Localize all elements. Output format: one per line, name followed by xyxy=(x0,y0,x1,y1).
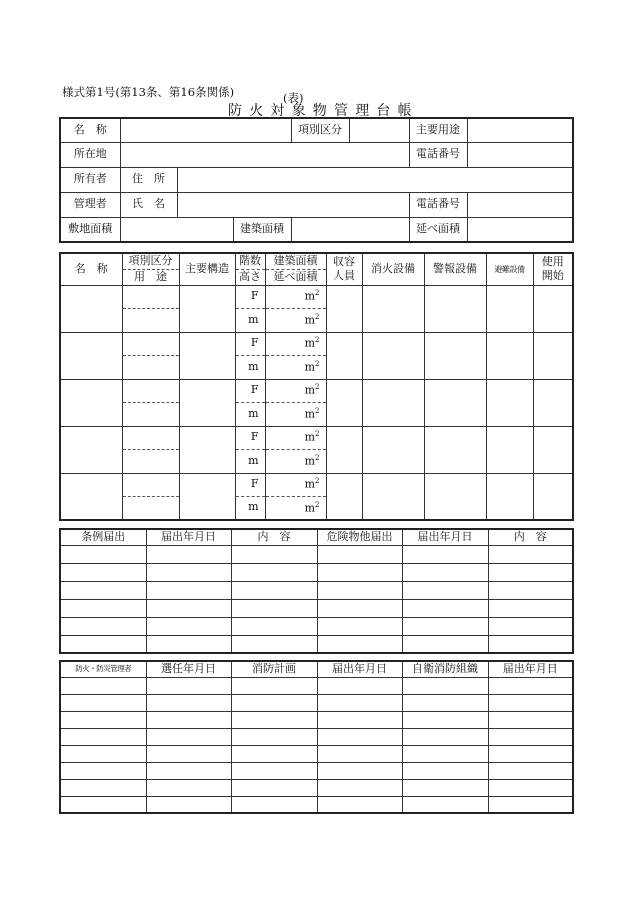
notification-row xyxy=(60,545,573,563)
fire-management-row-cell[interactable] xyxy=(488,762,573,779)
manager-phone-field[interactable] xyxy=(467,192,573,217)
notification-row-cell[interactable] xyxy=(231,617,317,635)
fire-management-row-cell[interactable] xyxy=(60,711,146,728)
notification-row-cell[interactable] xyxy=(60,581,146,599)
fire-management-row-cell[interactable] xyxy=(488,779,573,796)
building-capacity-cell[interactable] xyxy=(326,379,362,426)
building-category-cell[interactable] xyxy=(122,379,179,402)
area-unit-sup: 2 xyxy=(315,289,320,298)
col-capacity-line2: 人員 xyxy=(326,269,362,285)
name-field[interactable] xyxy=(120,118,291,142)
building-start-use-cell[interactable] xyxy=(533,379,573,426)
fire-management-row-cell[interactable] xyxy=(231,745,317,762)
building-capacity-cell[interactable] xyxy=(326,426,362,473)
building-area-label: 建築面積 xyxy=(233,217,291,242)
side-indicator: (表) xyxy=(283,91,304,105)
fire-management-row-cell[interactable] xyxy=(488,728,573,745)
notification-row xyxy=(60,635,573,653)
fire-management-row-cell[interactable] xyxy=(60,762,146,779)
area-unit: m xyxy=(304,431,316,444)
form-number: 様式第1号(第13条、第16条関係) xyxy=(62,85,235,99)
col-name: 名 称 xyxy=(60,253,122,285)
area-unit-sup: 2 xyxy=(315,453,320,462)
building-start-use-cell[interactable] xyxy=(533,473,573,520)
main-use-field[interactable] xyxy=(467,118,573,142)
fire-management-row-cell[interactable] xyxy=(146,796,231,813)
manager-name-label: 氏 名 xyxy=(120,192,177,217)
notification-row-cell[interactable] xyxy=(402,617,488,635)
building-category-cell[interactable] xyxy=(122,426,179,449)
fire-management-row xyxy=(60,745,573,762)
total-floor-area-field[interactable] xyxy=(467,217,573,242)
building-start-use-cell[interactable] xyxy=(533,332,573,379)
fire-management-row-cell[interactable] xyxy=(402,694,488,711)
building-extinguishing-cell[interactable] xyxy=(362,379,424,426)
notif-col-content-2: 内 容 xyxy=(488,529,573,545)
owner-address-label: 住 所 xyxy=(120,167,177,192)
fire-management-row-cell[interactable] xyxy=(317,745,402,762)
fire-management-row xyxy=(60,677,573,694)
notification-row xyxy=(60,563,573,581)
owner-address-field[interactable] xyxy=(177,167,573,192)
fire-management-row-cell[interactable] xyxy=(231,694,317,711)
area-unit: m xyxy=(304,384,316,397)
building-category-cell[interactable] xyxy=(122,285,179,308)
fire-management-row-cell[interactable] xyxy=(317,779,402,796)
building-height-cell[interactable]: m xyxy=(235,402,265,426)
building-total-area-cell[interactable] xyxy=(265,496,326,520)
col-building-area: 建築面積 xyxy=(265,253,326,269)
area-unit: m xyxy=(304,478,316,491)
fire-management-row-cell[interactable] xyxy=(231,728,317,745)
building-area-cell[interactable] xyxy=(265,332,326,355)
building-height-cell[interactable]: m xyxy=(235,449,265,473)
notif-col-ordinance: 条例届出 xyxy=(60,529,146,545)
notification-row-cell[interactable] xyxy=(146,545,231,563)
fm-col-appointed-date: 選任年月日 xyxy=(146,661,231,677)
area-unit: m xyxy=(304,360,316,374)
fire-management-row-cell[interactable] xyxy=(146,711,231,728)
notification-row-cell[interactable] xyxy=(317,599,402,617)
building-category-cell[interactable] xyxy=(122,473,179,496)
notification-row-cell[interactable] xyxy=(488,599,573,617)
notification-row-cell[interactable] xyxy=(231,581,317,599)
building-capacity-cell[interactable] xyxy=(326,473,362,520)
notification-row-cell[interactable] xyxy=(488,617,573,635)
building-use-cell[interactable] xyxy=(122,402,179,426)
fire-management-row-cell[interactable] xyxy=(402,745,488,762)
building-structure-cell[interactable] xyxy=(179,285,235,332)
building-area-field[interactable] xyxy=(291,217,409,242)
building-extinguishing-cell[interactable] xyxy=(362,473,424,520)
area-unit-sup: 2 xyxy=(315,383,320,392)
name-label: 名 称 xyxy=(60,118,120,142)
fm-col-self-defense-date: 届出年月日 xyxy=(488,661,573,677)
notification-row-cell[interactable] xyxy=(488,581,573,599)
col-use: 用 途 xyxy=(122,269,179,285)
fire-management-row-cell[interactable] xyxy=(146,694,231,711)
fire-management-row-cell[interactable] xyxy=(317,728,402,745)
building-area-cell[interactable] xyxy=(265,285,326,308)
fire-management-row-cell[interactable] xyxy=(488,677,573,694)
fire-management-row xyxy=(60,796,573,813)
owner-label: 所有者 xyxy=(60,167,120,192)
building-height-cell[interactable]: m xyxy=(235,496,265,520)
building-area-cell[interactable] xyxy=(265,426,326,449)
notification-row-cell[interactable] xyxy=(60,599,146,617)
area-unit-sup: 2 xyxy=(315,312,320,321)
fire-management-row-cell[interactable] xyxy=(402,762,488,779)
building-total-area-cell[interactable] xyxy=(265,355,326,379)
notification-row xyxy=(60,581,573,599)
notif-col-content: 内 容 xyxy=(231,529,317,545)
fire-management-row-cell[interactable] xyxy=(60,677,146,694)
building-evacuation-cell[interactable] xyxy=(486,285,533,332)
building-alarm-cell[interactable] xyxy=(424,285,486,332)
notif-col-date: 届出年月日 xyxy=(146,529,231,545)
notification-row xyxy=(60,617,573,635)
fire-management-row xyxy=(60,694,573,711)
fire-management-row-cell[interactable] xyxy=(317,796,402,813)
notif-col-hazmat: 危険物他届出 xyxy=(317,529,402,545)
notification-row-cell[interactable] xyxy=(231,563,317,581)
building-category-cell[interactable] xyxy=(122,332,179,355)
area-unit: m xyxy=(304,407,316,421)
area-unit-sup: 2 xyxy=(315,477,320,486)
fire-management-row xyxy=(60,779,573,796)
area-unit: m xyxy=(304,337,316,350)
col-start-use: 使用 xyxy=(533,253,573,269)
notification-row-cell[interactable] xyxy=(402,545,488,563)
buildings-table xyxy=(59,252,574,521)
fire-management-row-cell[interactable] xyxy=(231,796,317,813)
col-extinguishing: 消火設備 xyxy=(362,253,424,285)
location-field[interactable] xyxy=(120,142,409,167)
fire-management-row-cell[interactable] xyxy=(488,745,573,762)
location-label: 所在地 xyxy=(60,142,120,167)
building-extinguishing-cell[interactable] xyxy=(362,426,424,473)
fm-col-plan-date: 届出年月日 xyxy=(317,661,402,677)
building-height-cell[interactable]: m xyxy=(235,355,265,379)
building-alarm-cell[interactable] xyxy=(424,473,486,520)
notification-row-cell[interactable] xyxy=(231,545,317,563)
fire-management-row-cell[interactable] xyxy=(402,677,488,694)
notification-row-cell[interactable] xyxy=(317,563,402,581)
building-row xyxy=(60,379,573,402)
building-use-cell[interactable] xyxy=(122,308,179,332)
fire-management-row-cell[interactable] xyxy=(146,677,231,694)
fire-management-row-cell[interactable] xyxy=(317,762,402,779)
area-unit-sup: 2 xyxy=(315,500,320,509)
fire-management-row-cell[interactable] xyxy=(317,694,402,711)
fire-management-row-cell[interactable] xyxy=(60,796,146,813)
building-start-use-cell[interactable] xyxy=(533,426,573,473)
page-title: 防火対象物管理台帳 xyxy=(228,103,419,119)
notification-row-cell[interactable] xyxy=(402,635,488,653)
area-unit: m xyxy=(304,454,316,468)
building-alarm-cell[interactable] xyxy=(424,426,486,473)
fire-management-row-cell[interactable] xyxy=(146,745,231,762)
notification-row-cell[interactable] xyxy=(231,599,317,617)
location-phone-label: 電話番号 xyxy=(409,142,467,167)
notification-row-cell[interactable] xyxy=(146,617,231,635)
fire-management-row-cell[interactable] xyxy=(146,728,231,745)
fm-col-self-defense: 自衛消防組織 xyxy=(402,661,488,677)
building-height-cell[interactable]: m xyxy=(235,308,265,332)
fire-management-row-cell[interactable] xyxy=(60,728,146,745)
building-total-area-cell[interactable] xyxy=(265,402,326,426)
fire-management-row-cell[interactable] xyxy=(231,677,317,694)
fire-management-row-cell[interactable] xyxy=(231,779,317,796)
building-name-cell[interactable] xyxy=(60,426,122,473)
building-evacuation-cell[interactable] xyxy=(486,379,533,426)
building-floors-cell[interactable]: F xyxy=(235,285,265,308)
site-area-label: 敷地面積 xyxy=(60,217,120,242)
building-name-cell[interactable] xyxy=(60,285,122,332)
fire-management-row-cell[interactable] xyxy=(402,711,488,728)
building-capacity-cell[interactable] xyxy=(326,332,362,379)
manager-phone-label: 電話番号 xyxy=(409,192,467,217)
fire-management-row xyxy=(60,711,573,728)
notification-row-cell[interactable] xyxy=(317,635,402,653)
notification-row-cell[interactable] xyxy=(60,545,146,563)
fire-management-row-cell[interactable] xyxy=(231,711,317,728)
area-unit: m xyxy=(304,290,316,303)
manager-name-field[interactable] xyxy=(177,192,409,217)
area-unit-sup: 2 xyxy=(315,430,320,439)
building-structure-cell[interactable] xyxy=(179,426,235,473)
building-evacuation-cell[interactable] xyxy=(486,332,533,379)
building-extinguishing-cell[interactable] xyxy=(362,332,424,379)
fire-management-row-cell[interactable] xyxy=(402,796,488,813)
building-name-cell[interactable] xyxy=(60,473,122,520)
notification-row-cell[interactable] xyxy=(231,635,317,653)
site-area-field[interactable] xyxy=(120,217,233,242)
fire-management-row-cell[interactable] xyxy=(488,796,573,813)
location-phone-field[interactable] xyxy=(467,142,573,167)
building-floors-cell[interactable]: F xyxy=(235,473,265,496)
building-alarm-cell[interactable] xyxy=(424,332,486,379)
col-category: 項別区分 xyxy=(122,253,179,269)
notification-row-cell[interactable] xyxy=(488,563,573,581)
building-extinguishing-cell[interactable] xyxy=(362,285,424,332)
notifications-table xyxy=(59,528,574,654)
notification-row-cell[interactable] xyxy=(146,563,231,581)
category-field[interactable] xyxy=(349,118,409,142)
building-area-cell[interactable] xyxy=(265,473,326,496)
fm-col-fire-plan: 消防計画 xyxy=(231,661,317,677)
building-total-area-cell[interactable] xyxy=(265,449,326,473)
building-floors-cell[interactable]: F xyxy=(235,332,265,355)
fire-management-row-cell[interactable] xyxy=(60,779,146,796)
notification-row-cell[interactable] xyxy=(60,563,146,581)
area-unit: m xyxy=(304,313,316,327)
col-floors: 階数 xyxy=(235,253,265,269)
fire-management-row-cell[interactable] xyxy=(317,677,402,694)
notification-row-cell[interactable] xyxy=(488,635,573,653)
building-structure-cell[interactable] xyxy=(179,473,235,520)
col-start-use-line2: 開始 xyxy=(533,269,573,285)
notification-row-cell[interactable] xyxy=(488,545,573,563)
building-evacuation-cell[interactable] xyxy=(486,473,533,520)
building-row xyxy=(60,332,573,355)
building-alarm-cell[interactable] xyxy=(424,379,486,426)
building-row xyxy=(60,426,573,449)
building-row xyxy=(60,473,573,496)
area-unit: m xyxy=(304,501,316,515)
notification-row-cell[interactable] xyxy=(146,635,231,653)
total-floor-area-label: 延べ面積 xyxy=(409,217,467,242)
notification-row-cell[interactable] xyxy=(146,581,231,599)
basic-info-table xyxy=(59,117,574,243)
fire-management-row-cell[interactable] xyxy=(60,694,146,711)
notification-row-cell[interactable] xyxy=(402,563,488,581)
building-structure-cell[interactable] xyxy=(179,379,235,426)
manager-label: 管理者 xyxy=(60,192,120,217)
fire-management-row-cell[interactable] xyxy=(488,711,573,728)
fire-management-row xyxy=(60,762,573,779)
building-start-use-cell[interactable] xyxy=(533,285,573,332)
building-floors-cell[interactable]: F xyxy=(235,426,265,449)
col-evacuation: 避難設備 xyxy=(486,253,533,285)
fire-management-row-cell[interactable] xyxy=(146,762,231,779)
building-structure-cell[interactable] xyxy=(179,332,235,379)
notif-col-date-2: 届出年月日 xyxy=(402,529,488,545)
building-use-cell[interactable] xyxy=(122,355,179,379)
fire-management-row-cell[interactable] xyxy=(146,779,231,796)
building-name-cell[interactable] xyxy=(60,379,122,426)
building-row xyxy=(60,285,573,308)
building-total-area-cell[interactable] xyxy=(265,308,326,332)
area-unit-sup: 2 xyxy=(315,336,320,345)
building-area-cell[interactable] xyxy=(265,379,326,402)
notification-row-cell[interactable] xyxy=(317,545,402,563)
col-height: 高さ xyxy=(235,269,265,285)
area-unit-sup: 2 xyxy=(315,406,320,415)
building-capacity-cell[interactable] xyxy=(326,285,362,332)
fire-management-row-cell[interactable] xyxy=(488,694,573,711)
category-label: 項別区分 xyxy=(291,118,349,142)
building-evacuation-cell[interactable] xyxy=(486,426,533,473)
notification-row-cell[interactable] xyxy=(146,599,231,617)
building-use-cell[interactable] xyxy=(122,496,179,520)
notification-row-cell[interactable] xyxy=(402,599,488,617)
building-use-cell[interactable] xyxy=(122,449,179,473)
fire-management-row-cell[interactable] xyxy=(402,728,488,745)
fire-management-row-cell[interactable] xyxy=(317,711,402,728)
fire-management-row-cell[interactable] xyxy=(60,745,146,762)
notification-row xyxy=(60,599,573,617)
main-use-label: 主要用途 xyxy=(409,118,467,142)
notification-row-cell[interactable] xyxy=(317,581,402,599)
col-structure: 主要構造 xyxy=(179,253,235,285)
building-floors-cell[interactable]: F xyxy=(235,379,265,402)
area-unit-sup: 2 xyxy=(315,359,320,368)
notification-row-cell[interactable] xyxy=(402,581,488,599)
fm-col-manager: 防火・防災管理者 xyxy=(60,661,146,677)
col-total-area: 延べ面積 xyxy=(265,269,326,285)
fire-management-row-cell[interactable] xyxy=(402,779,488,796)
notification-row-cell[interactable] xyxy=(317,617,402,635)
fire-management-row xyxy=(60,728,573,745)
fire-management-row-cell[interactable] xyxy=(231,762,317,779)
fire-management-table xyxy=(59,660,574,814)
col-capacity: 収容 xyxy=(326,253,362,269)
notification-row-cell[interactable] xyxy=(60,635,146,653)
building-name-cell[interactable] xyxy=(60,332,122,379)
notification-row-cell[interactable] xyxy=(60,617,146,635)
col-alarm: 警報設備 xyxy=(424,253,486,285)
